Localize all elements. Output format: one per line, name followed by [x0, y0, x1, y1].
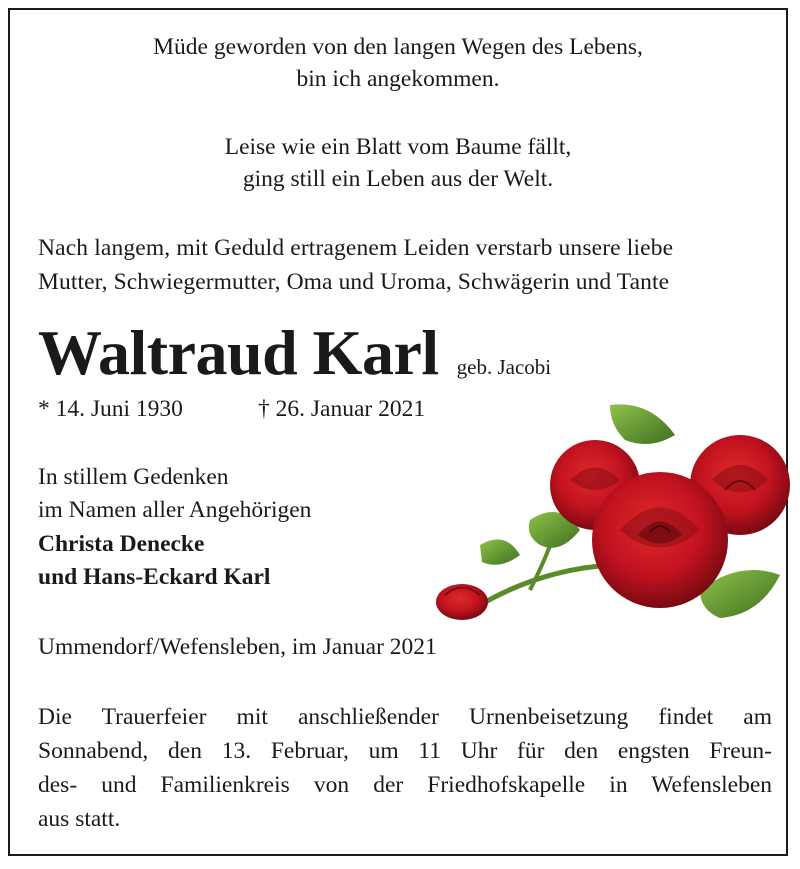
intro-line: Mutter, Schwiegermutter, Oma und Uroma, Schwägerin und Tante — [38, 269, 670, 295]
verse-line: bin ich angekommen. — [296, 66, 500, 92]
intro-line: Nach langem, mit Geduld ertragenem Leiden verstarb unsere liebe — [38, 235, 674, 261]
obituary-notice — [8, 8, 788, 856]
mourner-line: im Namen aller Angehörigen — [38, 497, 312, 523]
mourner-line: In stillem Gedenken — [38, 464, 229, 490]
birth-date: * 14. Juni 1930 — [38, 396, 183, 422]
ceremony-line: des- und Familienkreis von der Friedhofskapelle in Wefensleben — [38, 772, 772, 798]
ceremony-text — [38, 700, 772, 836]
deceased-name-line — [38, 318, 551, 388]
death-date: † 26. Januar 2021 — [258, 396, 426, 422]
ceremony-line: Die Trauerfeier mit anschließender Urnenbeisetzung findet am — [38, 704, 772, 730]
deceased-name: Waltraud Karl — [38, 317, 439, 388]
mourner-name: Christa Denecke — [38, 531, 205, 557]
roses-image — [420, 380, 790, 630]
ceremony-line: Sonnabend, den 13. Februar, um 11 Uhr für den engsten Freun- — [38, 738, 772, 764]
verse-line: Müde geworden von den langen Wegen des Lebens, — [153, 34, 643, 60]
maiden-name: geb. Jacobi — [456, 355, 552, 379]
verse-line: Leise wie ein Blatt vom Baume fällt, — [224, 134, 572, 160]
mourner-name: und Hans-Eckard Karl — [38, 564, 271, 590]
verse-line: ging still ein Leben aus der Welt. — [242, 166, 554, 192]
place-date: Ummendorf/Wefensleben, im Januar 2021 — [38, 634, 437, 660]
ceremony-line: aus statt. — [38, 806, 121, 832]
